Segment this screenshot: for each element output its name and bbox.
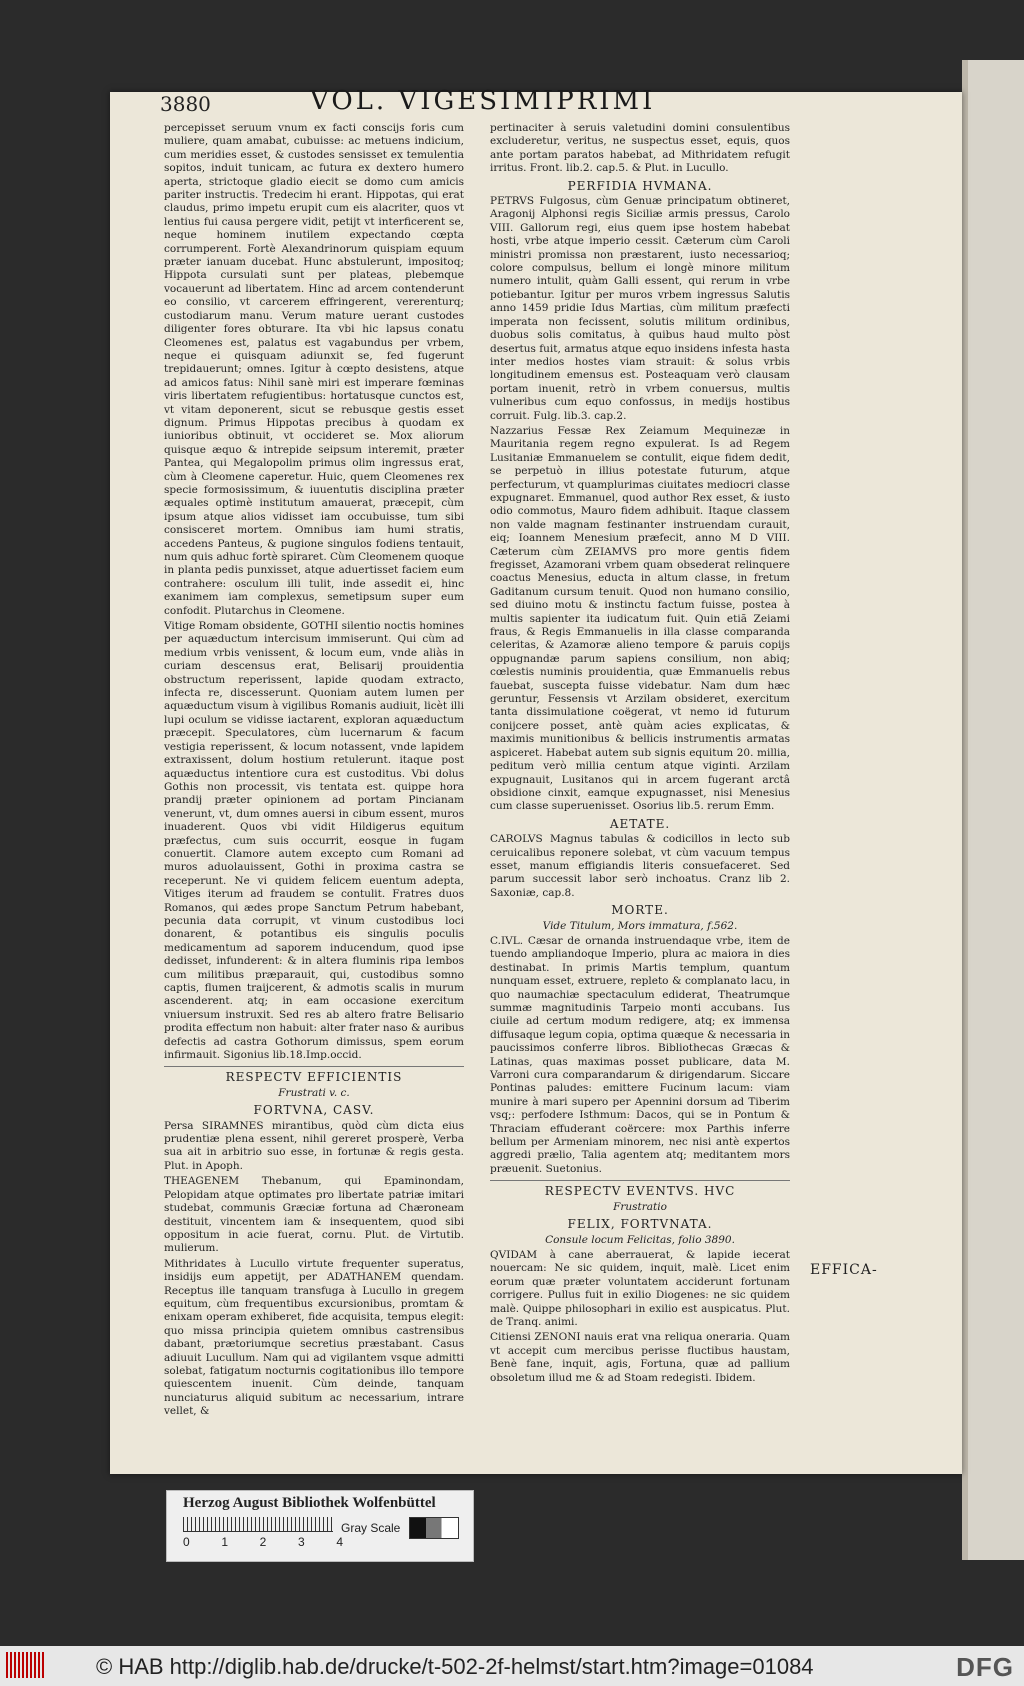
dfg-logo: DFG	[956, 1652, 1014, 1682]
section-heading: RESPECTV EFFICIENTIS	[225, 1070, 403, 1085]
section-subheading: Frustrati v. c.	[278, 1086, 350, 1099]
paragraph: QVIDAM à cane aberrauerat, & lapide iecerat nouercam: Ne sic quidem, inquit, malè. Licet enim eorum quæ præter voluntatem acciderunt fortunam corrigere. Pullus fuit in exilio Diogenes: ne sic quidem malè. Quippe philosophari in exilio est auspicatus. Plut. de Tranq. animi.	[490, 1248, 790, 1328]
paragraph: Vitige Romam obsidente, GOTHI silentio noctis homines per aquæductum intercisum immiserunt. Qui cùm ad medium vrbis venissent, & locum eum, vnde aliàs in curiam descensus erat, Belisarij prouidentia obstructum reperissent, lapide quodam extracto, infecta re, discesserunt. Quoniam autem lumen per aquæductum visum à vigilibus Romanis audiuit, licèt illi lupi oculum se vidisse iactarent, exploran aquæductum præcepit. Speculatores, cùm lucernarum & facum vestigia reperissent, & locum notassent, vnde lapidem extraxissent, dolum hostium retulerunt. itaque post aquæductus intentiore cura est custoditus. Vbi dolus Gothis non processit, vis tentata est. quippe hora prandij præter opinionem ad portam Pincianam venerunt, vt, dum omnes auersi in cibum essent, muros inuaderent. Quos vbi vidit Hildigerus equitum præfectus, cum suis occurrit, eosque in fugam conuertit. Clamore autem excepto cum Romani ad muros aduolauissent, Gothi in proxima castra se receperunt. Ne vi quidem felicem euentum adepta, Vitiges iterum ad fraudem se contulit. Fratres duos Romanos, qui ædes prope Sanctum Petrum habebant, pecunia data corrupit, vt vinum custodibus loci donarent, & potantibus eis singulis poculis medicamentum ad saporem inducendum, quod ipse dedisset, infunderent: & in altera fluminis ripa lembos cum militibus præparauit, qui, custodibus somno captis, flumen traijcerent, & admotis scalis in murum ascenderent. atq; in eam occasione exercitum vniuersum instruxit. Sed res ab altero fratre Belisario prodita effectum non habuit: alter frater naso & auribus defectis ad castra Gothorum dimissus, spem eorum infirmauit. Sigonius lib.18.Imp.occid.	[164, 620, 464, 1062]
section-heading: MORTE.	[611, 903, 669, 918]
left-text-column	[164, 122, 464, 1421]
section-subheading: Frustratio	[613, 1200, 667, 1213]
right-text-column	[490, 122, 790, 1387]
paragraph: Nazzarius Fessæ Rex Zeiamum Mequinezæ in Mauritania regem regno expulerat. Is ad Regem Lusitaniæ Emmanuelem se contulit, eique fidem dedit, se perpetuò in illius potestate futurum, atque perfecturum, vt quamplurimas ciuitates mediocri classe expugnaret. Emmanuel, quod author Rex esset, & iusto odio commotus, Mauro fidem adhibuit. Itaque classem non valde magnam festinanter instruendam curauit, eiq; Ioannem Menesium præfecit, anno M D VIII. Cæterum cùm ZEIAMVS pro more gentis fidem fregisset, Azamorani vrbem quam obsederat relinquere coactus Menesius, educta in altum classe, in fretum Gaditanum cursum tenuit. Quod non humano consilio, sed diuino motu & instinctu factum fuisse, postea à multis sapienter ita iudicatum fuit. Quin etiã Zeiami fraus, & Regis Emmanuelis in illa classe comparanda celeritas, & Azamoræ alieno tempore & paruis copijs oppugnandæ parum sapiens consilium, non abiq; cœlestis numinis prouidentia, quæ Emmanuelis rebus fauebat, suscepta fuisse videbatur. Nam dum hæc geruntur, Fessensis vt Arzilam obsideret, exercitum tanta dissimulatione coëgerat, vt nemo id futurum conijcere posset, antè quàm acies explicatas, & maximis munitionibus & bellicis instrumentis armatas aspiceret. Habebat autem sub signis equitum 20. millia, peditum verò millia centum atque viginti. Arzilam expugnauit, Lusitanos qui in arcem fugerant arctâ obsidione cinxit, eamque expugnasset, nisi Menesius cum classe superuenisset. Osorius lib.5. rerum Emm.	[490, 424, 790, 813]
paragraph: Mithridates à Lucullo virtute frequenter superatus, insidijs eum appetijt, per ADATHANEM quendam. Receptus ille tanquam transfuga à Lucullo in gregem equitum, cùm frequentibus excursionibus, promtam & enixam operam exhiberet, fide acquisita, tempus elegit: quo missa principia quietem omnibus castrensibus dabant, prætoriumque secretius præstabant. Casus adiuuit Lucullum. Nam qui ad vigilantem vsque admitti solebat, fatigatum nocturnis cogitationibus illo tempore quiescentem inuenit. Cùm deinde, tanquam nunciaturus aliquid subitum ac necessarium, intrare vellet, &	[164, 1257, 464, 1418]
paragraph: C.IVL. Cæsar de ornanda instruendaque vrbe, item de tuendo ampliandoque Imperio, plura ac maiora in dies destinabat. In primis Martis templum, quantum nunquam esset, extruere, repleto & complanato lacu, in quo naumachiæ spectaculum ediderat, Theatrumque summæ magnitudinis Tarpeio monti accubans. Ius ciuile ad certum modum redigere, atq; ex immensa diffusaque legum copia, optima quæque & necessaria in paucissimos conferre libros. Bibliothecas Græcas & Latinas, quas maximas posset publicare, data M. Varroni cura comparandarum & dirigendarum. Siccare Pontinas paludes: emittere Fucinum lacum: viam munire à mari supero per Apennini dorsum ad Tiberim vsq;: perfodere Isthmum: Dacos, qui se in Pontum & Thraciam effuderant coërcere: mox Parthis inferre bellum per Armeniam minorem, nec nisi antè expertos aggredi prælio, Talia agentem atq; meditantem mors præuenit. Suetonius.	[490, 934, 791, 1175]
section-heading: RESPECTV EVENTVS. HVC	[544, 1184, 736, 1199]
ruler-numbers	[183, 1535, 343, 1549]
paragraph: CAROLVS Magnus tabulas & codicillos in lecto sub ceruicalibus reponere solebat, vt cùm vacuum tempus esset, manum effigiandis literis consuefaceret. Sed parum successit labor serò inchoatus. Cranz lib 2. Saxoniæ, cap.8.	[490, 833, 790, 899]
cm-ruler	[183, 1517, 333, 1532]
paragraph: THEAGENEM Thebanum, qui Epaminondam, Pelopidam atque optimates pro libertate patriæ imitari studebat, communis Græciæ fortuna ad Chæroneam destituit, vincentem iam & insequentem, quod sibi oppositum in acie fuerat, cornu. Plut. de Virtutib. mulierum.	[164, 1175, 464, 1255]
cross-reference: Vide Titulum, Mors immatura, f.562.	[542, 919, 738, 932]
running-title: VOL. VIGESIMIPRIMI	[310, 86, 656, 116]
paragraph: Persa SIRAMNES mirantibus, quòd cùm dicta eius prudentiæ plena essent, nihil gereret prosperè, Verba sua ait in arbitrio suo esse, in fortunæ & regis gesta. Plut. in Apoph.	[164, 1119, 464, 1172]
paragraph: pertinaciter à seruis valetudini domini consulentibus excluderetur, veritus, ne suspectus esset, equis, quos ante portam paratos habebat, ad Mithridatem refugit irritus. Front. lib.2. cap.5. & Plut. in Lucullo.	[490, 122, 790, 175]
ruler-number: 2	[259, 1535, 267, 1549]
gray-scale-label: Gray Scale	[341, 1521, 401, 1535]
catchword: EFFICA-	[810, 1262, 878, 1278]
library-scale-card	[166, 1490, 474, 1562]
barcode-icon	[6, 1652, 46, 1678]
ruler-number: 0	[183, 1535, 190, 1549]
source-link[interactable]: © HAB http://diglib.hab.de/drucke/t-502-2f-helmst/start.htm?image=01084	[96, 1654, 814, 1679]
page-header	[160, 86, 860, 120]
paragraph: Citiensi ZENONI nauis erat vna reliqua oneraria. Quam vt accepit cum mercibus perisse fluctibus haustam, Benè fane, inquit, agis, Fortuna, quæ ad pallium obsoletum illud me & ad Stoam redegisti. Ibidem.	[490, 1331, 790, 1384]
paragraph: percepisset seruum vnum ex facti conscijs foris cum muliere, quam amabat, cubuisse: ac metuens indicium, cum meridies esset, & custodes sensisset ex temulentia sopitos, induit tunicam, ac futura ex dextero humero aperta, strictoque gladio eiecit se domo cum amicis pariter instructis. Tredecim hi erant. Hippotas, qui erat claudus, primo impetu erupit cum eis alacriter, quos vt lentius fui causa pergere vidit, petijt vt interficerent se, neque hominem inutilem expectando cœpta corrumperent. Fortè Alexandrinorum quispiam equum præter ianuam ducebat. Hunc abstulerunt, impositoq; Hippota cursulati sunt per plateas, plebemque vocauerunt ad libertatem. Hinc ad arcem contenderunt eo consilio, vt carcerem effringerent, vererenturq; custodiarum manu. Verum mature uerant custodes diligenter fores obturare. Ita vbi hic lapsus conatu Cleomenes est, palatus est vagabundus per vrbem, neque ei quisquam adiunxit se, fed fugerunt trepidauerunt; omnes. Igitur à cœpto desistens, atque ad amicos fatus: Nihil sanè miri est imperare fœminas viris libertatem refugientibus: hortatusque cunctos est, vt vitam deponerent, sicut se rebusque gestis esset dignum. Primus Hippotas precibus à quodam ex iunioribus obtinuit, vt occideret se. Mox aliorum quisque æquo & intrepide seipsum interemit, præter Pantea, qui Megalopolim primus olim ingressus erat, cùm à Cleomene caperetur. Huic, quem Cleomenes rex specie formosissimum, & iuuentutis disciplina præter æquales optimè institutum amauerat, præcepit, cùm ipsum atque alios vidisset iam occubuisse, tum sibi consisceret mortem. Omnibus iam humi stratis, accedens Panteus, & pugione singulos fodiens tentauit, num quis adhuc fortè spiraret. Cùm Cleomenem quoque in planta pedis punxisset, atque aduertisset faciem eum contrahere: osculum illi tulit, inde assedit ei, hinc exanimem iam complexus, semetipsum super eum confodit. Plutarchus in Cleomene.	[164, 122, 464, 617]
section-heading: PERFIDIA HVMANA.	[567, 178, 713, 193]
footer-bar	[0, 1646, 1024, 1686]
page-number: 3880	[160, 92, 211, 116]
divider	[490, 1180, 790, 1181]
ruler-number: 3	[297, 1535, 305, 1549]
section-heading: AETATE.	[609, 816, 671, 831]
cross-reference: Consule locum Felicitas, folio 3890.	[545, 1233, 735, 1246]
divider	[164, 1066, 464, 1067]
paragraph: PETRVS Fulgosus, cùm Genuæ principatum obtineret, Aragonij Alphonsi regis Siciliæ armis pressus, Carolo VIII. Gallorum regi, eius quem ipse hostem habebat hosti, vrbe atque imperio cessit. Cæterum cùm Caroli ministri promissa non præstarent, iusto necessarioq; colore compulsus, bellum ei longè minore militum numero intulit, quàm Galli essent, qui rerum in vrbe potiebantur. Igitur per muros vrbem ingressus Salutis anno 1459 pridie Idus Martias, cùm militum præfecti imperata non fecissent, solutis militum ordinibus, duobus solis comitatus, à quibus haud multo pòst desertus fuit, armatus atque equo insidens infesta hasta inter medios hostes viam strauit: & solus vrbis longitudinem emensus est. Posteaquam verò clausam portam inuenit, retrò in vrbem conuersus, multis vulneribus cum equo confossus, in medijs hostibus corruit. Fulg. lib.3. cap.2.	[490, 195, 790, 422]
section-heading: FELIX, FORTVNATA.	[567, 1217, 713, 1232]
library-name: Herzog August Bibliothek Wolfenbüttel	[183, 1495, 436, 1511]
ruler-number: 1	[221, 1535, 229, 1549]
section-heading: FORTVNA, CASV.	[253, 1103, 375, 1118]
gray-scale-swatch	[409, 1517, 459, 1539]
ruler-number: 4	[336, 1535, 343, 1549]
adjacent-page-edge	[962, 60, 1024, 1560]
